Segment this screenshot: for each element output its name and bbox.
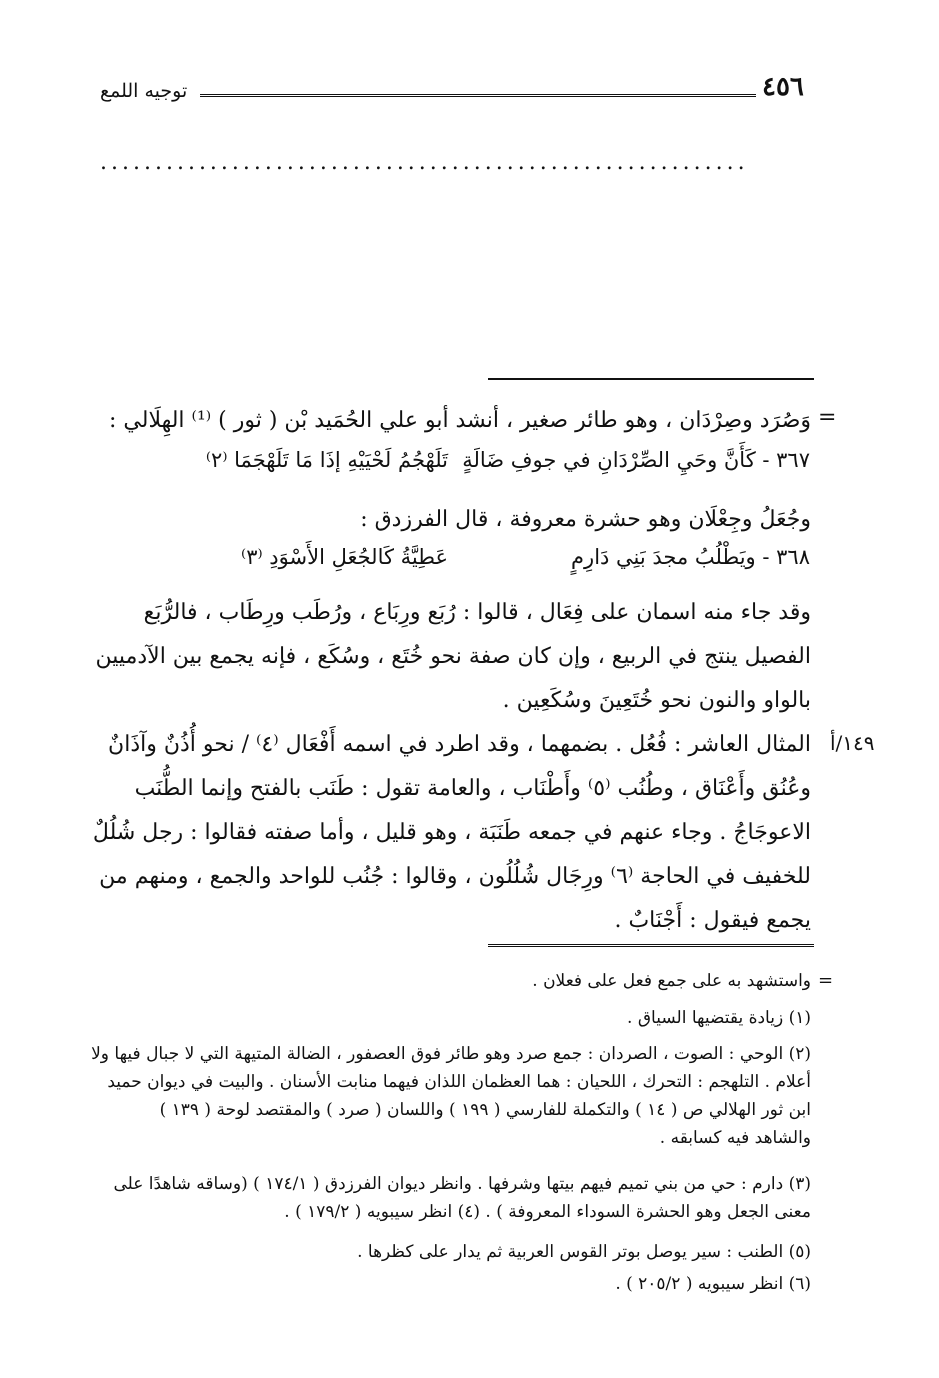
footnote-line-10: (٦) انظر سيبويه ( ٢٠٥/٢ ) . bbox=[615, 1274, 811, 1294]
running-title: توجيه اللمع bbox=[100, 80, 188, 102]
footnote-line-8: معنى الجعل وهو الحشرة السوداء المعروفة ) . (٤) انظر سيبويه ( ١٧٩/٢ ) . bbox=[284, 1202, 811, 1222]
footnote-line-3: (٢) الوحي : الصوت ، الصردان : جمع صرد وهو طائر فوق العصفور ، الضالة المتيهة التي لا جبال فيها ولا bbox=[91, 1044, 811, 1064]
footnote-line-2: (١) زيادة يقتضيها السياق . bbox=[627, 1008, 811, 1028]
dotted-separator: ........................................................... bbox=[100, 150, 749, 175]
footnote-line-7: (٣) دارم : حي من بني تميم فيهم بيتها وشرفها . وانظر ديوان الفرزدق ( ١٧٤/١ ) (وساقه شاهدًا على bbox=[113, 1174, 811, 1194]
body-line-6: المثال العاشر : فُعُل . بضمهما ، وقد اطرد في اسمه أَفْعَال ⁽٤⁾ / نحو أُذُنٌ وآذَانٌ bbox=[108, 732, 811, 757]
top-rule bbox=[488, 378, 814, 380]
body-line-8: الاعوجَاجُ . وجاء عنهم في جمعه طَنَبَة ، وهو قليل ، وأما صفته فقالوا : رجل شُلُلٌ bbox=[92, 820, 811, 845]
header-rule bbox=[200, 94, 756, 97]
footnote-line-9: (٥) الطنب : سير يوصل بوتر القوس العربية ثم يدار على كظرها . bbox=[357, 1242, 811, 1262]
footnote-line-1: واستشهد به على جمع فعل على فعلان . bbox=[532, 971, 811, 991]
body-line-2: وجُعَلُ وجِعْلَان وهو حشرة معروفة ، قال الفرزدق : bbox=[360, 507, 811, 532]
body-line-9: للخفيف في الحاجة ⁽٦⁾ ورِجَال شُلُلُون ، وقالوا : جُنُب للواحد والجمع ، ومنهم من bbox=[99, 864, 811, 889]
footnote-rule bbox=[488, 944, 814, 947]
poem-367-first-hemistich: ٣٦٧ - كَأَنَّ وحَيِ الصِّرْدَانِ في جوفِ ضَالَةٍ bbox=[462, 448, 810, 472]
body-line-10: يجمع فيقول : أَجْنَابٌ . bbox=[614, 908, 811, 933]
poem-368-second-hemistich: عَطِيَّةُ كَالجُعَلِ الأَسْوَدِ ⁽٣⁾ bbox=[241, 545, 448, 569]
footnote-line-6: والشاهد فيه كسابقه . bbox=[659, 1128, 811, 1148]
body-line-3: وقد جاء منه اسمان على فِعَال ، قالوا : رُبَع ورِبَاع ، ورُطَب ورِطَاب ، فالرُّبَع bbox=[143, 600, 811, 625]
margin-folio-reference: ١٤٩/أ bbox=[830, 731, 875, 755]
continuation-marker: = bbox=[818, 405, 837, 430]
footnote-continuation-marker: = bbox=[818, 970, 834, 991]
body-line-1: وَصُرَد وصِرْدَان ، وهو طائر صغير ، أنشد أبو علي الحُمَيد بْن ( ثور ) ⁽¹⁾ الهِلَالي : bbox=[109, 408, 811, 433]
poem-367-second-hemistich: تَلَهْجُمُ لَحْيَيْهِ إذَا مَا تَلَهْجَمَا ⁽٢⁾ bbox=[205, 448, 448, 472]
footnote-line-5: ابن ثور الهلالي ص ( ١٤ ) والتكملة للفارسي ( ١٩٩ ) واللسان ( صرد ) والمقتصد لوحة ( ١٣٩ ) bbox=[159, 1100, 811, 1120]
body-line-7: وعُنُق وأَعْنَاق ، وطُنُب ⁽٥⁾ وأَطْنَاب ، والعامة تقول : طَنَب بالفتح وإنما الطُّنَب bbox=[134, 776, 811, 801]
poem-368-first-hemistich: ٣٦٨ - ويَطْلُبُ مجدَ بَنِي دَارِمٍ bbox=[571, 545, 810, 569]
footnote-line-4: أعلام . التلهجم : التحرك ، اللحيان : هما العظمان اللذان فيهما منابت الأسنان . والبيت في ديوان حميد bbox=[107, 1072, 811, 1092]
page-number: ٤٥٦ bbox=[762, 72, 804, 102]
body-line-5: بالواو والنون نحو خُتَعِينَ وسُكَعِين . bbox=[502, 688, 811, 713]
body-line-4: الفصيل ينتج في الربيع ، وإن كان صفة نحو خُتَع ، وسُكَع ، فإنه يجمع بين الآدميين bbox=[95, 644, 811, 669]
